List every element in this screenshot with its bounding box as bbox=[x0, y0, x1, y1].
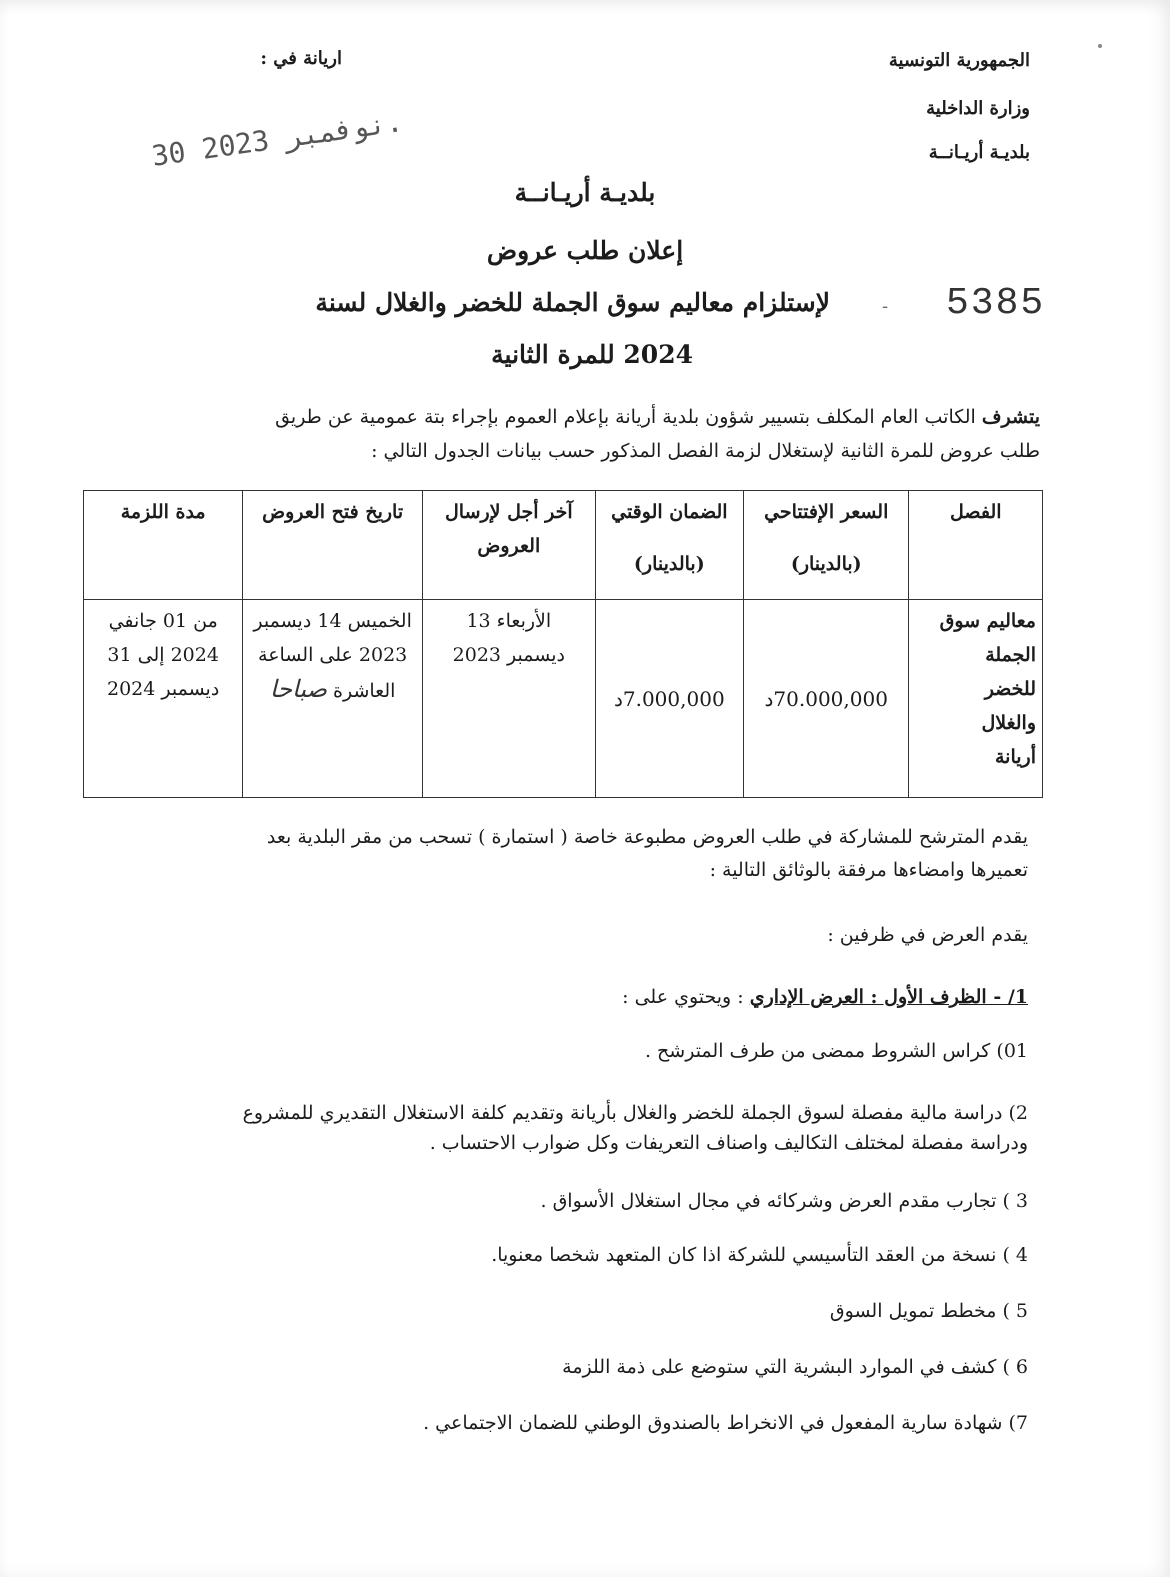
cell-opening-text: العاشرة bbox=[333, 680, 396, 702]
list-item: 4 ) نسخة من العقد التأسيسي للشركة اذا كان المتعهد شخصا معنويا. bbox=[491, 1244, 1028, 1266]
cell-deadline bbox=[422, 600, 595, 798]
section-1-heading bbox=[188, 982, 1028, 1012]
header-guarantee bbox=[595, 491, 743, 600]
table-row bbox=[84, 600, 1043, 798]
cell-guarantee: 7.000,000د bbox=[595, 600, 743, 798]
intro-lead-word: يتشرف bbox=[981, 406, 1040, 428]
cell-opening bbox=[243, 600, 423, 798]
subject-line-1: لإستلزام معاليم سوق الجملة للخضر والغلال لسنة bbox=[315, 288, 830, 317]
reference-dash: - bbox=[882, 296, 889, 317]
body-p1-line-2: تعميرها وامضاءها مرفقة بالوثائق التالية : bbox=[709, 859, 1028, 881]
list-item: 5 ) مخطط تمويل السوق bbox=[829, 1300, 1028, 1322]
list-item: 2) دراسة مالية مفصلة لسوق الجملة للخضر والغلال بأريانة وتقديم كلفة الاستغلال التقديري للمشروع bbox=[242, 1102, 1028, 1124]
cell-fasl-line: للخضر bbox=[984, 678, 1036, 700]
tender-table bbox=[83, 490, 1043, 798]
list-item: ودراسة مفصلة لمختلف التكاليف واصناف التعريفات وكل ضوارب الاحتساب . bbox=[429, 1132, 1028, 1154]
subject-line-2: 2024 للمرة الثانية bbox=[491, 340, 693, 369]
announcement-title: إعلان طلب عروض bbox=[486, 236, 684, 265]
intro-line-1-text: الكاتب العام المكلف بتسيير شؤون بلدية أريانة بإعلام العموم بإجراء بتة عمومية عن طريق bbox=[275, 406, 982, 428]
header-price-label: السعر الإفتتاحي bbox=[764, 501, 889, 523]
reference-number: 5385 bbox=[946, 282, 1046, 325]
cell-deadline-line: الأربعاء 13 bbox=[466, 610, 552, 632]
cell-fasl-line: الجملة bbox=[985, 644, 1036, 666]
list-item: 01) كراس الشروط ممضى من طرف المترشح . bbox=[644, 1040, 1028, 1062]
intro-line-1 bbox=[220, 402, 1040, 432]
cell-opening-line: 2023 على الساعة bbox=[258, 644, 408, 666]
header-duration: مدة اللزمة bbox=[84, 491, 243, 600]
cell-duration-line: من 01 جانفي bbox=[108, 610, 218, 632]
list-item: 6 ) كشف في الموارد البشرية التي ستوضع على ذمة اللزمة bbox=[562, 1356, 1028, 1378]
list-item: 7) شهادة سارية المفعول في الانخراط بالصندوق الوطني للضمان الاجتماعي . bbox=[423, 1412, 1028, 1434]
cell-fasl-line: معاليم سوق bbox=[939, 610, 1036, 632]
cell-duration-line: 2024 إلى 31 bbox=[107, 644, 219, 666]
cell-opening-line: الخميس 14 ديسمبر bbox=[253, 610, 412, 632]
header-guarantee-label: الضمان الوقتي bbox=[611, 501, 728, 523]
main-title: بلديـة أريـانــة bbox=[514, 178, 656, 207]
header-guarantee-unit: (بالدينار) bbox=[633, 553, 705, 575]
handwritten-sabahan: صباحا bbox=[269, 675, 327, 703]
cell-deadline-line: ديسمبر 2023 bbox=[452, 644, 565, 666]
place-date-label: اريانة في : bbox=[260, 48, 342, 69]
section-1-title: 1/ - الظرف الأول : العرض الإداري bbox=[749, 986, 1028, 1008]
list-item: 3 ) تجارب مقدم العرض وشركائه في مجال استغلال الأسواق . bbox=[540, 1190, 1028, 1212]
body-p2: يقدم العرض في ظرفين : bbox=[827, 924, 1028, 946]
header-price bbox=[743, 491, 909, 600]
header-ministry: وزارة الداخلية bbox=[926, 98, 1030, 119]
section-1-rest: : ويحتوي على : bbox=[622, 986, 750, 1008]
cell-duration bbox=[84, 600, 243, 798]
scan-speck bbox=[1098, 44, 1102, 48]
cell-opening-line bbox=[249, 672, 416, 708]
table-header-row bbox=[84, 491, 1043, 600]
cell-price: 70.000,000د bbox=[743, 600, 909, 798]
date-stamp: 30 نوفمبر 2023. bbox=[149, 104, 405, 173]
cell-fasl bbox=[909, 600, 1043, 798]
header-opening: تاريخ فتح العروض bbox=[243, 491, 423, 600]
intro-line-2: طلب عروض للمرة الثانية لإستغلال لزمة الفصل المذكور حسب بيانات الجدول التالي : bbox=[371, 440, 1040, 462]
cell-duration-line: ديسمبر 2024 bbox=[107, 678, 220, 700]
header-deadline: آخر أجل لإرسال العروض bbox=[422, 491, 595, 600]
header-price-unit: (بالدينار) bbox=[790, 553, 862, 575]
header-fasl: الفصل bbox=[909, 491, 1043, 600]
body-p1-line-1: يقدم المترشح للمشاركة في طلب العروض مطبوعة خاصة ( استمارة ) تسحب من مقر البلدية بعد bbox=[266, 826, 1028, 848]
cell-fasl-line: أريانة bbox=[994, 746, 1036, 768]
cell-fasl-line: والغلال bbox=[981, 712, 1036, 734]
header-republic: الجمهورية التونسية bbox=[888, 50, 1030, 71]
header-municipality: بلديـة أريـانــة bbox=[928, 142, 1030, 163]
